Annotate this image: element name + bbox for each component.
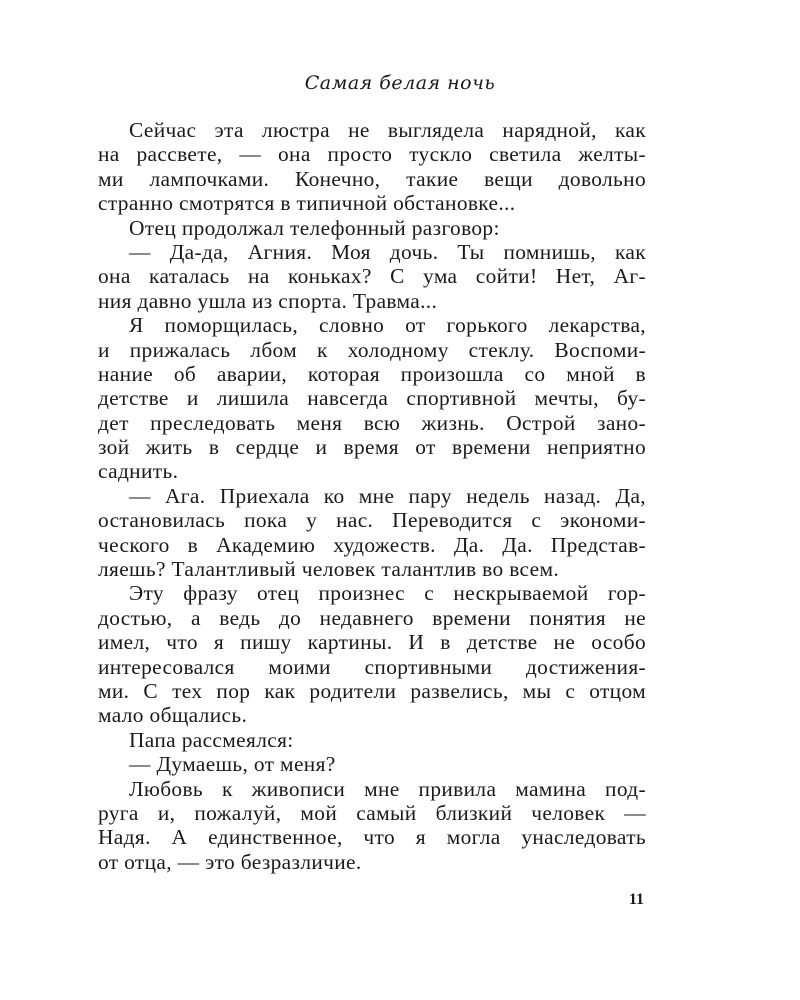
text-line: нание об аварии, которая произошла со мной в [98, 361, 646, 386]
text-line: достью, а ведь до недавнего времени понятия не [98, 605, 646, 630]
running-head: Самая белая ночь [304, 72, 496, 94]
text-line: ляешь? Талантливый человек талантлив во всем. [98, 557, 560, 582]
text-line: зой жить в сердце и время от времени неприятно [98, 435, 646, 460]
text-line: Надя. А единственное, что я могла унаследовать [98, 825, 646, 850]
text-line: она каталась на коньках? С ума сойти! Нет, Аг- [98, 264, 646, 289]
text-line: руга и, пожалуй, мой самый близкий человек — [98, 800, 646, 825]
text-line: Я поморщилась, словно от горького лекарства, [129, 313, 646, 338]
text-line: ния давно ушла из спорта. Травма... [98, 288, 438, 313]
text-line: дет преследовать меня всю жизнь. Острой зано- [98, 410, 646, 435]
text-line: — Думаешь, от меня? [129, 752, 336, 777]
text-line: Отец продолжал телефонный разговор: [129, 215, 500, 240]
text-line: детстве и лишила навсегда спортивной мечты, бу- [98, 386, 646, 411]
text-line: имел, что я пишу картины. И в детстве не особо [98, 630, 646, 655]
text-line: странно смотрятся в типичной обстановке... [98, 191, 516, 216]
text-line: Сейчас эта люстра не выглядела нарядной, как [129, 118, 646, 142]
text-line: ми лампочками. Конечно, такие вещи довольно [98, 166, 646, 191]
page-number: 11 [628, 891, 644, 908]
text-line: — Да-да, Агния. Моя дочь. Ты помнишь, как [129, 239, 646, 264]
text-line: на рассвете, — она просто тускло светила желты- [98, 142, 646, 167]
text-line: и прижалась лбом к холодному стеклу. Воспоми- [98, 337, 646, 362]
text-line: интересовался моими спортивными достижения- [98, 654, 646, 679]
text-line: Любовь к живописи мне привила мамина под- [129, 776, 646, 801]
text-line: ческого в Академию художеств. Да. Да. Представ- [98, 532, 646, 557]
text-line: саднить. [98, 459, 179, 484]
text-line: от отца, — это безразличие. [98, 849, 362, 874]
body-text [98, 118, 646, 874]
text-line: — Ага. Приехала ко мне пару недель назад. Да, [129, 483, 646, 508]
text-line: ми. С тех пор как родители развелись, мы с отцом [98, 678, 646, 703]
text-line: остановилась пока у нас. Переводится с экономи- [98, 508, 646, 533]
text-line: Эту фразу отец произнес с нескрываемой гор- [129, 581, 646, 606]
text-line: мало общались. [98, 703, 248, 728]
text-line: Папа рассмеялся: [129, 727, 294, 752]
